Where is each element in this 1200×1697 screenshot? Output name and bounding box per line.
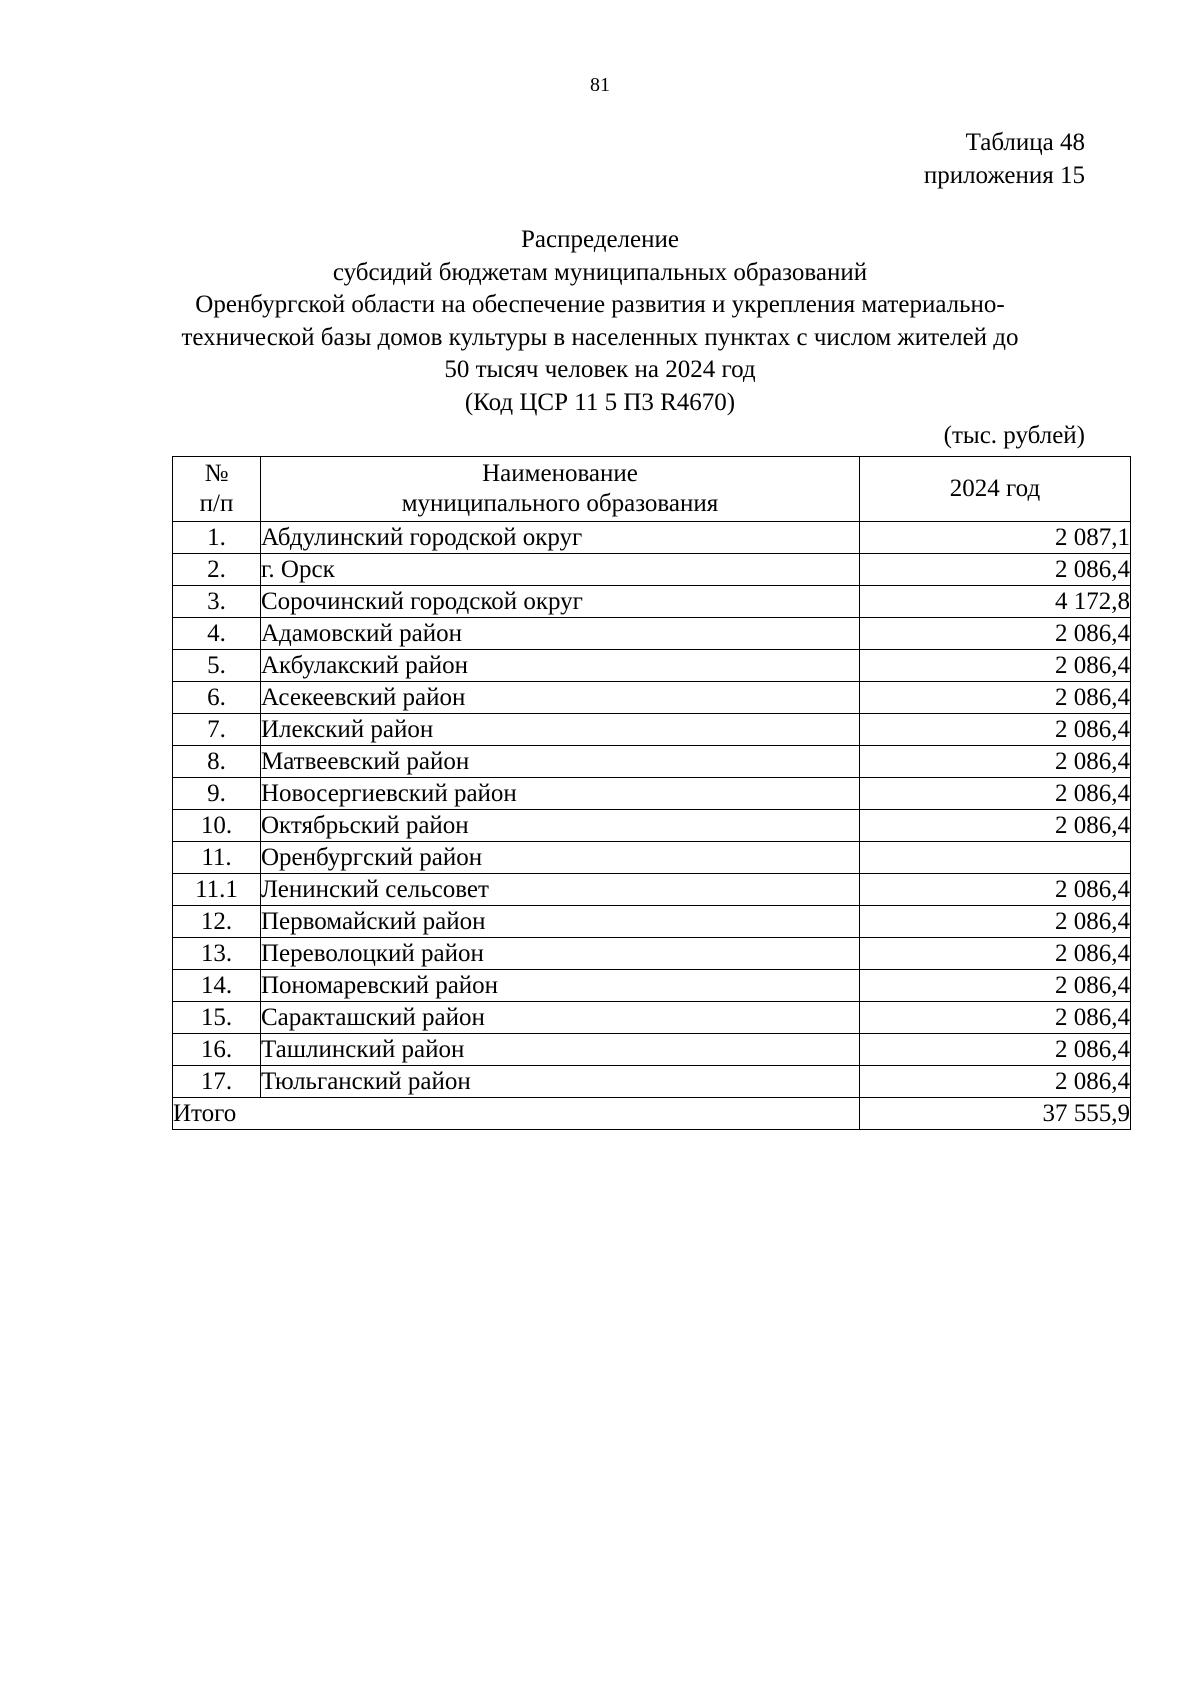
row-value: 2 086,4 — [860, 714, 1131, 746]
table-body — [173, 522, 1131, 1098]
table-row — [173, 1034, 1131, 1066]
row-value: 2 086,4 — [860, 682, 1131, 714]
header-number-line2: п/п — [199, 490, 234, 517]
row-value: 2 086,4 — [860, 746, 1131, 778]
title-line: (Код ЦСР 11 5 П3 R4670) — [464, 388, 736, 416]
table-row — [173, 682, 1131, 714]
row-number: 15. — [173, 1002, 261, 1034]
row-value: 2 087,1 — [860, 522, 1131, 554]
row-name: Матвеевский район — [261, 746, 860, 778]
row-name: Переволоцкий район — [261, 938, 860, 970]
table-row — [173, 874, 1131, 906]
table-row — [173, 746, 1131, 778]
page-number: 81 — [590, 74, 610, 96]
row-name: Оренбургский район — [261, 842, 860, 874]
row-value: 2 086,4 — [860, 938, 1131, 970]
table-row — [173, 618, 1131, 650]
row-value: 2 086,4 — [860, 906, 1131, 938]
row-number: 2. — [173, 554, 261, 586]
row-number: 17. — [173, 1066, 261, 1098]
row-value: 2 086,4 — [860, 778, 1131, 810]
table-row — [173, 810, 1131, 842]
table-row — [173, 586, 1131, 618]
table-header-row — [173, 457, 1131, 522]
total-value: 37 555,9 — [860, 1098, 1131, 1130]
row-number: 14. — [173, 970, 261, 1002]
row-number: 5. — [173, 650, 261, 682]
row-name: Абдулинский городской округ — [261, 522, 860, 554]
subsidy-table — [172, 456, 1131, 1130]
table-row — [173, 938, 1131, 970]
title-line: субсидий бюджетам муниципальных образований — [332, 258, 868, 286]
table-row — [173, 1066, 1131, 1098]
row-number: 8. — [173, 746, 261, 778]
row-name: Акбулакский район — [261, 650, 860, 682]
table-row — [173, 842, 1131, 874]
table-row — [173, 778, 1131, 810]
table-row — [173, 554, 1131, 586]
row-number: 11. — [173, 842, 261, 874]
row-value: 2 086,4 — [860, 1002, 1131, 1034]
row-number: 12. — [173, 906, 261, 938]
table-row — [173, 1002, 1131, 1034]
document-title — [150, 224, 1050, 419]
row-name: Ленинский сельсовет — [261, 874, 860, 906]
row-name: Асекеевский район — [261, 682, 860, 714]
row-number: 4. — [173, 618, 261, 650]
table-row — [173, 906, 1131, 938]
row-value: 2 086,4 — [860, 810, 1131, 842]
row-name: Ташлинский район — [261, 1034, 860, 1066]
title-line: Оренбургской области на обеспечение развития и укрепления материально- — [195, 291, 1005, 318]
table-row — [173, 970, 1131, 1002]
row-value: 2 086,4 — [860, 1066, 1131, 1098]
row-value: 4 172,8 — [860, 586, 1131, 618]
row-value — [860, 842, 1131, 874]
row-value: 2 086,4 — [860, 1034, 1131, 1066]
row-number: 1. — [173, 522, 261, 554]
row-value: 2 086,4 — [860, 618, 1131, 650]
row-number: 9. — [173, 778, 261, 810]
row-name: г. Орск — [261, 554, 860, 586]
table-reference-line2: приложения 15 — [923, 162, 1085, 189]
header-name-line2: муниципального образования — [401, 490, 719, 517]
title-line: технической базы домов культуры в населенных пунктах с числом жителей до — [181, 323, 1019, 351]
table-reference-line1: Таблица 48 — [965, 129, 1085, 156]
row-number: 7. — [173, 714, 261, 746]
row-number: 10. — [173, 810, 261, 842]
row-number: 6. — [173, 682, 261, 714]
header-number-line1: № — [204, 460, 229, 487]
row-number: 3. — [173, 586, 261, 618]
header-year: 2024 год — [860, 457, 1131, 522]
row-name: Пономаревский район — [261, 970, 860, 1002]
row-value: 2 086,4 — [860, 874, 1131, 906]
row-name: Октябрьский район — [261, 810, 860, 842]
row-value: 2 086,4 — [860, 970, 1131, 1002]
row-name: Саракташский район — [261, 1002, 860, 1034]
total-row — [173, 1098, 1131, 1130]
units-label: (тыс. рублей) — [943, 422, 1085, 449]
header-name-line1: Наименование — [482, 460, 638, 487]
row-name: Илекский район — [261, 714, 860, 746]
row-name: Тюльганский район — [261, 1066, 860, 1098]
row-name: Сорочинский городской округ — [261, 586, 860, 618]
row-value: 2 086,4 — [860, 650, 1131, 682]
table-row — [173, 714, 1131, 746]
header-number — [173, 457, 261, 522]
row-name: Новосергиевский район — [261, 778, 860, 810]
table-row — [173, 522, 1131, 554]
row-name: Первомайский район — [261, 906, 860, 938]
total-label: Итого — [173, 1098, 860, 1130]
title-line: 50 тысяч человек на 2024 год — [444, 356, 756, 383]
table-reference — [924, 126, 1085, 192]
header-name — [261, 457, 860, 522]
title-line: Распределение — [521, 226, 679, 253]
row-name: Адамовский район — [261, 618, 860, 650]
table-row — [173, 650, 1131, 682]
row-number: 16. — [173, 1034, 261, 1066]
row-value: 2 086,4 — [860, 554, 1131, 586]
row-number: 11.1 — [173, 874, 261, 906]
row-number: 13. — [173, 938, 261, 970]
